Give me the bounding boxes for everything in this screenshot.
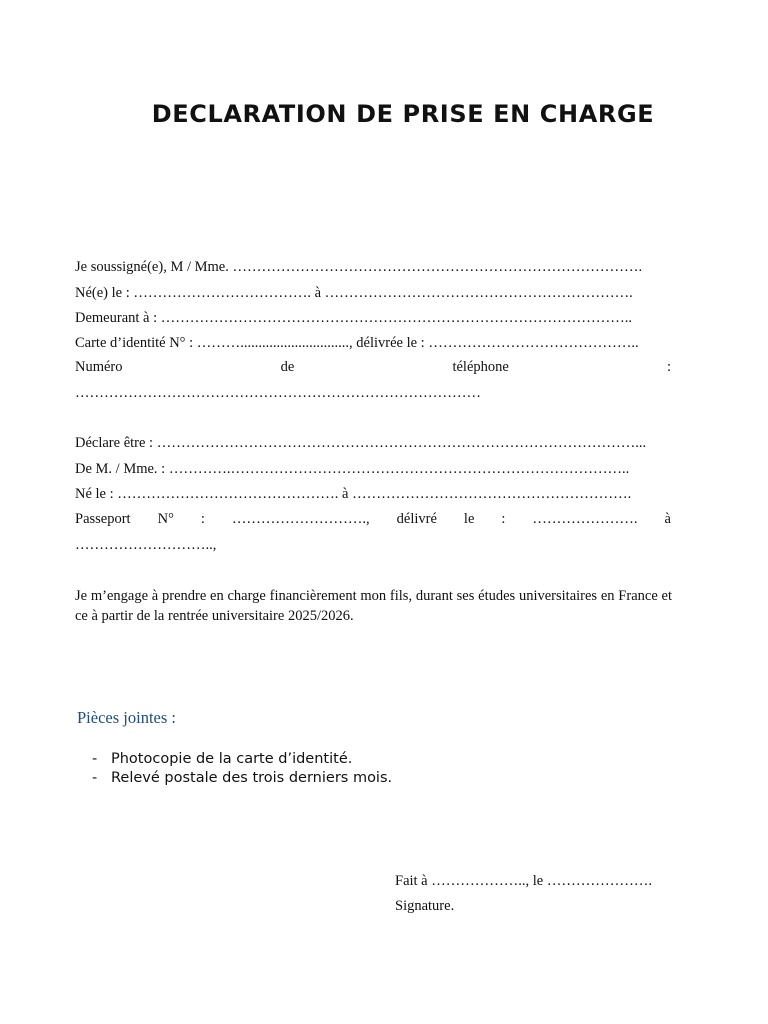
id-card-line: Carte d’identité N° : ……….............................., délivrée le : …………………………………….. bbox=[75, 335, 639, 351]
list-item bbox=[92, 750, 392, 769]
phone-word: téléphone bbox=[452, 359, 509, 375]
dependent-birth-line: Né le : ………………………………………. à …………………………………………………. bbox=[75, 486, 632, 502]
declare-line: Déclare être : ………………………………………………………………………………………... bbox=[75, 435, 647, 451]
phone-dots-line: ………………………………………………………………………… bbox=[75, 385, 481, 401]
phone-word: Numéro bbox=[75, 359, 123, 375]
passport-word: : bbox=[501, 511, 506, 527]
phone-word: de bbox=[280, 359, 295, 375]
dash-bullet: - bbox=[92, 770, 98, 786]
document-title: DECLARATION DE PRISE EN CHARGE bbox=[151, 100, 655, 128]
passport-line bbox=[75, 511, 671, 528]
list-item-text: Photocopie de la carte d’identité. bbox=[111, 751, 353, 767]
list-item bbox=[92, 769, 392, 788]
attachments-heading: Pièces jointes : bbox=[77, 708, 176, 727]
passport-word: délivré bbox=[396, 511, 437, 527]
engagement-paragraph: Je m’engage à prendre en charge financièrement mon fils, durant ses études universitaires en France et ce à partir de la rentrée universitaire 2025/2026. bbox=[75, 588, 672, 624]
passport-dots-line: ……………………….., bbox=[75, 537, 217, 553]
passport-word: Passeport bbox=[75, 511, 131, 527]
list-item-text: Relevé postale des trois derniers mois. bbox=[111, 770, 393, 786]
birth-line: Né(e) le : ………………………………. à ………………………………………………………. bbox=[75, 285, 633, 301]
passport-word: ………………………., bbox=[231, 511, 370, 527]
place-date-line: Fait à ……………….., le …………………. bbox=[395, 873, 652, 889]
phone-word: : bbox=[666, 359, 671, 375]
dash-bullet: - bbox=[92, 751, 98, 767]
address-line: Demeurant à : …………………………………………………………………………………….. bbox=[75, 310, 633, 326]
soussigne-line: Je soussigné(e), M / Mme. …………………………………………………………………………. bbox=[75, 259, 643, 275]
passport-word: : bbox=[200, 511, 205, 527]
dependent-name-line: De M. / Mme. : ………….……………………………………………………………………….. bbox=[75, 461, 630, 477]
passport-word: N° bbox=[157, 511, 174, 527]
passport-word: à bbox=[664, 511, 671, 527]
passport-word: …………………. bbox=[532, 511, 638, 527]
signature-label: Signature. bbox=[395, 898, 455, 914]
phone-line bbox=[75, 359, 671, 376]
passport-word: le bbox=[463, 511, 475, 527]
attachments-list bbox=[92, 750, 392, 788]
